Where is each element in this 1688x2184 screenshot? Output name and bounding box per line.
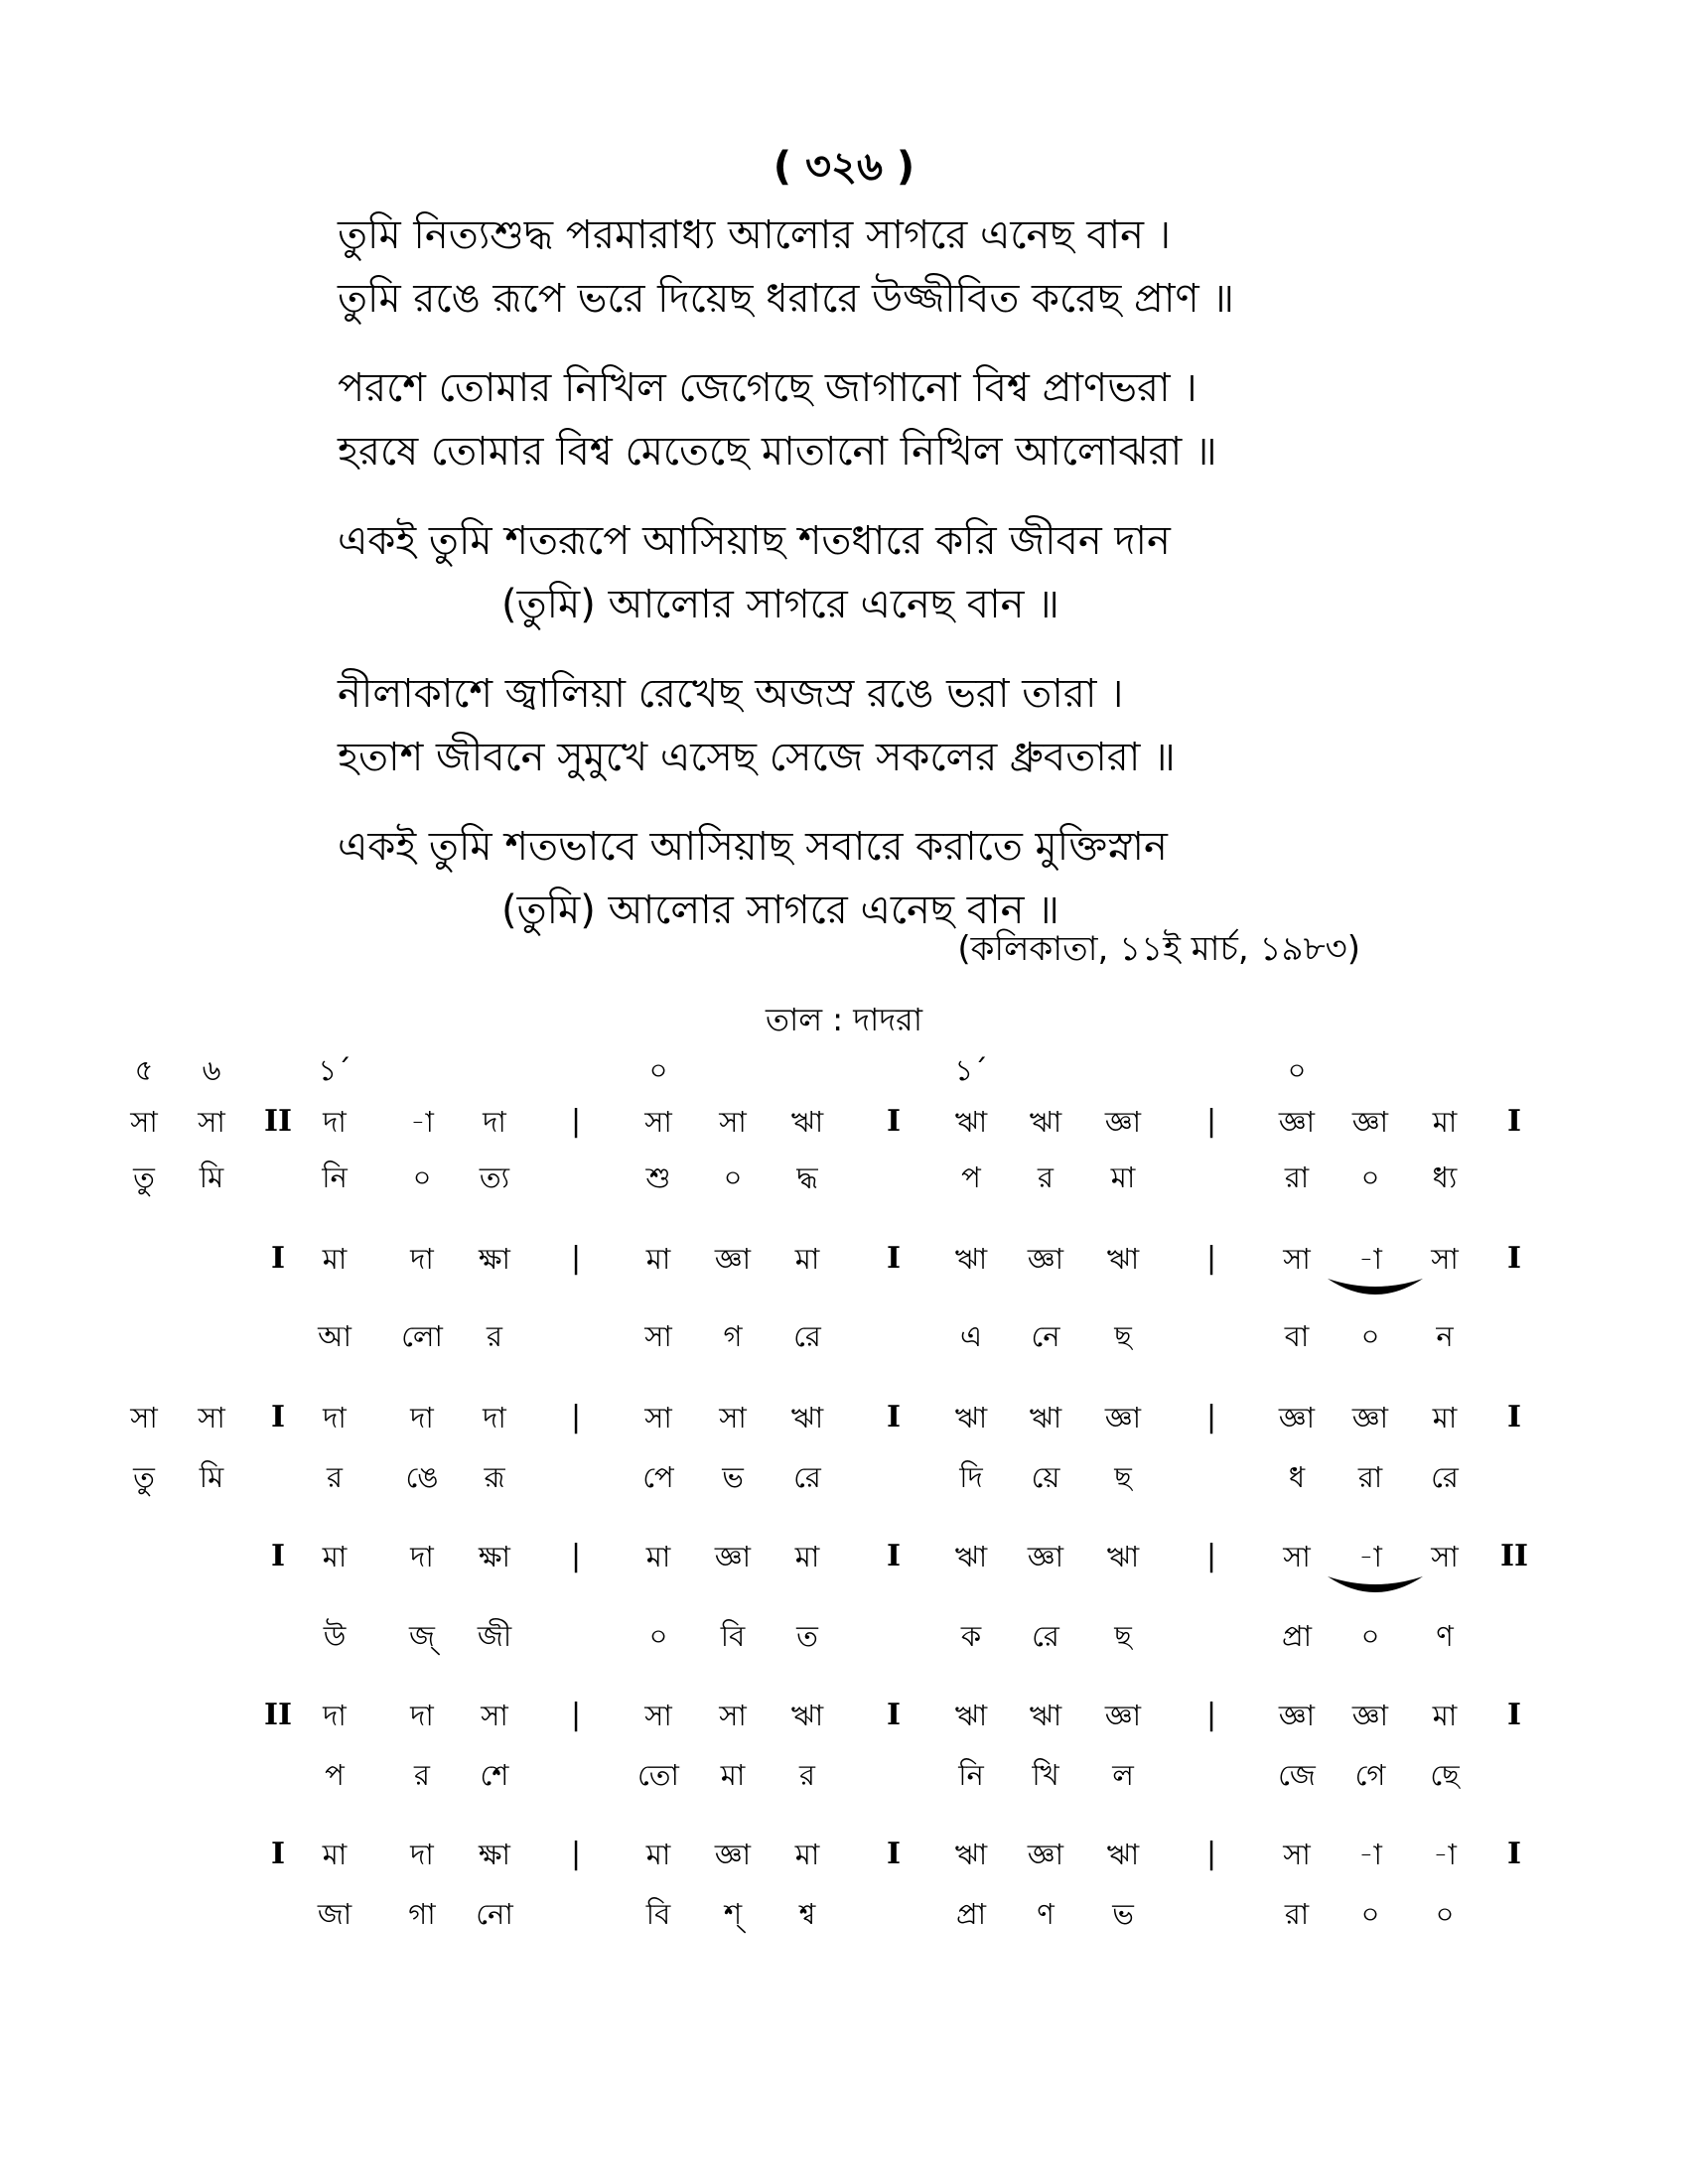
lyric-line: (তুমি) আলোর সাগরে এনেছ বান ॥ — [501, 582, 1059, 627]
lyric-syllable: র — [487, 1319, 502, 1353]
lyric-syllable: গে — [1354, 1758, 1386, 1792]
lyric-syllable: ০ — [1360, 1319, 1380, 1353]
bar-separator-end: I — [1506, 1400, 1522, 1434]
stanza — [338, 204, 1430, 331]
swara-note: সা — [644, 1401, 672, 1434]
swara-note: জ্ঞা — [714, 1242, 752, 1276]
swara-note: মা — [1432, 1401, 1458, 1434]
lyric-syllable: জ্ — [409, 1619, 435, 1653]
bar-separator: | — [570, 1104, 582, 1139]
stanza — [338, 509, 1430, 636]
bar-separator: | — [570, 1698, 582, 1732]
swara-note: মা — [322, 1540, 348, 1573]
lyric-syllable: পে — [642, 1460, 674, 1494]
swara-note: ঋা — [954, 1838, 988, 1871]
swara-note: সা — [1283, 1540, 1311, 1573]
swara-note: জ্ঞা — [1278, 1401, 1316, 1434]
lyric-line: তুমি রঙে রূপে ভরে দিয়েছ ধরারে উজ্জীবিত করেছ প্রাণ ॥ — [338, 276, 1235, 322]
swara-note: জ্ঞা — [1027, 1540, 1064, 1573]
swara-note: -া — [1358, 1838, 1382, 1871]
lyric-syllable: লো — [401, 1319, 443, 1353]
bar-separator: I — [886, 1241, 902, 1276]
taal-mark: ১´ — [954, 1053, 988, 1087]
lyric-line: (তুমি) আলোর সাগরে এনেছ বান ॥ — [501, 887, 1059, 933]
lyric-syllable: ছ — [1114, 1619, 1132, 1653]
swara-note: ঋা — [954, 1242, 988, 1276]
lyric-line: একই তুমি শতরূপে আসিয়াছ শতধারে করি জীবন দান — [338, 518, 1171, 564]
lyric-syllable: খি — [1032, 1758, 1059, 1792]
lyric-syllable: জা — [317, 1897, 352, 1931]
lyric-syllable: মি — [199, 1160, 224, 1194]
swara-note: ক্ষা — [479, 1540, 510, 1573]
lyric-syllable: ০ — [648, 1619, 668, 1653]
bar-separator-start: I — [270, 1241, 286, 1276]
lyric-syllable: য়ে — [1031, 1460, 1060, 1494]
swara-note: সা — [719, 1401, 747, 1434]
swara-note: সা — [481, 1699, 508, 1732]
lyric-syllable: র — [327, 1460, 343, 1494]
swara-note: সা — [1431, 1540, 1459, 1573]
swara-note: ঋা — [790, 1699, 824, 1732]
lyric-syllable: সা — [644, 1319, 672, 1353]
swara-note: দা — [410, 1699, 434, 1732]
lyric-syllable: ণ — [1436, 1619, 1454, 1653]
swara-note: ঋা — [1106, 1838, 1140, 1871]
lyric-syllable: শ্ — [723, 1897, 743, 1931]
bar-separator: | — [570, 1400, 582, 1434]
swara-note: দা — [483, 1401, 506, 1434]
bar-separator-start: II — [263, 1698, 293, 1732]
meend-slur-mark — [1326, 1277, 1425, 1302]
lyric-syllable: ছ — [1114, 1460, 1132, 1494]
bar-separator: I — [886, 1539, 902, 1573]
taal-mark: ৫ — [134, 1053, 154, 1087]
swara-note: -া — [1358, 1242, 1382, 1276]
lyric-line: হতাশ জীবনে সুমুখে এসেছ সেজে সকলের ধ্রুবতারা ॥ — [338, 735, 1176, 780]
swara-note: জ্ঞা — [1104, 1105, 1142, 1139]
bar-separator-start: I — [270, 1539, 286, 1573]
swara-note: মা — [645, 1540, 671, 1573]
lyric-syllable: ত — [796, 1619, 818, 1653]
lyric-syllable: গ — [723, 1319, 743, 1353]
swara-note: ঋা — [954, 1401, 988, 1434]
swara-note: -া — [1358, 1540, 1382, 1573]
swara-note: সা — [130, 1401, 158, 1434]
lyric-syllable: রে — [1431, 1460, 1459, 1494]
bar-separator: | — [570, 1241, 582, 1276]
lyric-syllable: রে — [793, 1460, 821, 1494]
lyric-syllable: প্রা — [955, 1897, 987, 1931]
lyric-syllable: নে — [1031, 1319, 1060, 1353]
swara-note: ঋা — [790, 1401, 824, 1434]
bar-separator-start: I — [270, 1400, 286, 1434]
bar-separator-end: I — [1506, 1104, 1522, 1139]
lyric-syllable: ০ — [723, 1160, 743, 1194]
lyric-syllable: ঙে — [405, 1460, 439, 1494]
swara-note: জ্ঞা — [1027, 1242, 1064, 1276]
lyric-syllable: মি — [199, 1460, 224, 1494]
lyric-syllable: ০ — [1360, 1619, 1380, 1653]
lyric-syllable: নো — [476, 1897, 513, 1931]
bar-separator: | — [1205, 1837, 1217, 1871]
swara-note: দা — [410, 1401, 434, 1434]
lyric-syllable: ভ — [722, 1460, 744, 1494]
swara-note: দা — [483, 1105, 506, 1139]
lyric-syllable: বি — [645, 1897, 671, 1931]
lyric-syllable: তো — [637, 1758, 679, 1792]
swara-note: ক্ষা — [479, 1838, 510, 1871]
bar-separator-end: II — [1499, 1539, 1529, 1573]
lyric-syllable: নি — [322, 1160, 348, 1194]
swara-note: দা — [410, 1540, 434, 1573]
lyric-syllable: ক — [960, 1619, 982, 1653]
swara-note: সা — [644, 1699, 672, 1732]
lyric-syllable: আ — [318, 1319, 352, 1353]
swara-note: ঋা — [790, 1105, 824, 1139]
swara-note: জ্ঞা — [1351, 1699, 1389, 1732]
taal-mark: ০ — [1287, 1053, 1307, 1087]
bar-separator-end: I — [1506, 1698, 1522, 1732]
swara-note: ঋা — [954, 1540, 988, 1573]
page-number: ( ৩২৬ ) — [773, 144, 915, 190]
bar-separator: | — [1205, 1400, 1217, 1434]
swara-note: ক্ষা — [479, 1242, 510, 1276]
taal-label: তাল : দাদরা — [765, 1001, 923, 1038]
lyric-syllable: র — [414, 1758, 430, 1792]
swara-note: মা — [794, 1838, 820, 1871]
swara-note: জ্ঞা — [1351, 1401, 1389, 1434]
lyric-syllable: ন — [1436, 1319, 1454, 1353]
lyric-syllable: ০ — [1360, 1160, 1380, 1194]
swara-note: ঋা — [1106, 1540, 1140, 1573]
lyric-syllable: প — [325, 1758, 345, 1792]
swara-note: দা — [410, 1242, 434, 1276]
taal-mark: ০ — [648, 1053, 668, 1087]
lyric-syllable: জী — [477, 1619, 512, 1653]
lyric-syllable: প — [961, 1160, 981, 1194]
lyric-syllable: রা — [1357, 1460, 1383, 1494]
lyric-syllable: রে — [793, 1319, 821, 1353]
swara-note: দা — [410, 1838, 434, 1871]
lyric-line: তুমি নিত্যশুদ্ধ পরমারাধ্য আলোর সাগরে এনেছ বান । — [338, 212, 1172, 258]
swara-note: মা — [645, 1838, 671, 1871]
bar-separator: | — [570, 1539, 582, 1573]
lyric-syllable: গা — [408, 1897, 436, 1931]
song-lyrics — [338, 204, 1430, 968]
meend-slur-mark — [1326, 1574, 1425, 1600]
swara-note: সা — [719, 1699, 747, 1732]
bar-separator: I — [886, 1400, 902, 1434]
lyric-line: পরশে তোমার নিখিল জেগেছে জাগানো বিশ্ব প্রাণভরা । — [338, 365, 1197, 411]
lyric-syllable: রা — [1284, 1897, 1310, 1931]
lyric-syllable: রূ — [484, 1460, 505, 1494]
lyric-syllable: ত্য — [479, 1160, 510, 1194]
swara-note: সা — [1283, 1838, 1311, 1871]
lyric-syllable: প্রা — [1281, 1619, 1313, 1653]
swara-note: ঋা — [1029, 1401, 1062, 1434]
bar-separator: | — [1205, 1241, 1217, 1276]
lyric-syllable: মা — [720, 1758, 746, 1792]
swara-note: -া — [1433, 1838, 1457, 1871]
lyric-syllable: জে — [1278, 1758, 1316, 1792]
lyric-syllable: এ — [959, 1319, 983, 1353]
swara-note: জ্ঞা — [714, 1838, 752, 1871]
swara-note: মা — [1432, 1105, 1458, 1139]
lyric-line: হরষে তোমার বিশ্ব মেতেছে মাতানো নিখিল আলোঝরা ॥ — [338, 429, 1217, 475]
swara-note: মা — [1432, 1699, 1458, 1732]
swara-note: ঋা — [1029, 1699, 1062, 1732]
swara-note: জ্ঞা — [1104, 1699, 1142, 1732]
swara-note: সা — [1283, 1242, 1311, 1276]
swara-note: ঋা — [954, 1105, 988, 1139]
lyric-syllable: রা — [1284, 1160, 1310, 1194]
lyric-syllable: উ — [323, 1619, 347, 1653]
taal-mark: ৬ — [202, 1053, 221, 1087]
swara-note: সা — [719, 1105, 747, 1139]
lyric-syllable: দি — [959, 1460, 983, 1494]
lyric-syllable: ০ — [1360, 1897, 1380, 1931]
bar-separator: | — [570, 1837, 582, 1871]
lyric-syllable: মা — [1110, 1160, 1136, 1194]
bar-separator: | — [1205, 1104, 1217, 1139]
place-date: (কলিকাতা, ১১ই মার্চ, ১৯৮৩) — [957, 929, 1360, 969]
lyric-syllable: বা — [1284, 1319, 1310, 1353]
swara-note: ঋা — [1029, 1105, 1062, 1139]
swara-note: মা — [794, 1540, 820, 1573]
swara-note: -া — [410, 1105, 434, 1139]
swara-note: জ্ঞা — [1027, 1838, 1064, 1871]
lyric-syllable: দ্ধ — [796, 1160, 818, 1194]
swara-note: সা — [198, 1105, 225, 1139]
lyric-syllable: তু — [133, 1160, 155, 1194]
swara-note: সা — [198, 1401, 225, 1434]
taal-mark: ১´ — [318, 1053, 352, 1087]
bar-separator-start: II — [263, 1104, 293, 1139]
swara-note: ঋা — [954, 1699, 988, 1732]
lyric-syllable: শু — [645, 1160, 671, 1194]
bar-separator-end: I — [1506, 1241, 1522, 1276]
lyric-line: নীলাকাশে জ্বালিয়া রেখেছ অজস্র রঙে ভরা তারা । — [338, 671, 1124, 717]
swara-note: জ্ঞা — [714, 1540, 752, 1573]
swara-note: ঋা — [1106, 1242, 1140, 1276]
lyric-syllable: র — [799, 1758, 815, 1792]
lyric-syllable: শে — [480, 1758, 509, 1792]
lyric-syllable: ধ — [1288, 1460, 1306, 1494]
swara-note: দা — [323, 1401, 347, 1434]
swara-note: সা — [644, 1105, 672, 1139]
lyric-syllable: ০ — [412, 1160, 432, 1194]
lyric-syllable: ছে — [1430, 1758, 1460, 1792]
lyric-syllable: ০ — [1435, 1897, 1455, 1931]
swara-note: দা — [323, 1105, 347, 1139]
swara-note: জ্ঞা — [1104, 1401, 1142, 1434]
bar-separator: I — [886, 1837, 902, 1871]
lyric-syllable: ভ — [1112, 1897, 1134, 1931]
lyric-syllable: ল — [1112, 1758, 1134, 1792]
lyric-syllable: তু — [133, 1460, 155, 1494]
bar-separator-start: I — [270, 1837, 286, 1871]
lyric-syllable: ধ্য — [1432, 1160, 1458, 1194]
lyric-syllable: নি — [958, 1758, 984, 1792]
stanza — [338, 662, 1430, 789]
swara-note: সা — [1431, 1242, 1459, 1276]
bar-separator: I — [886, 1104, 902, 1139]
lyric-syllable: ণ — [1037, 1897, 1055, 1931]
swara-note: জ্ঞা — [1278, 1105, 1316, 1139]
lyric-syllable: রে — [1032, 1619, 1059, 1653]
bar-separator-end: I — [1506, 1837, 1522, 1871]
bar-separator: I — [886, 1698, 902, 1732]
swara-note: জ্ঞা — [1278, 1699, 1316, 1732]
stanza — [338, 356, 1430, 483]
swara-note: মা — [645, 1242, 671, 1276]
swara-note: মা — [794, 1242, 820, 1276]
swara-note: দা — [323, 1699, 347, 1732]
swara-note: মা — [322, 1838, 348, 1871]
swara-note: মা — [322, 1242, 348, 1276]
swara-note: সা — [130, 1105, 158, 1139]
bar-separator: | — [1205, 1539, 1217, 1573]
swaralipi-notation — [0, 1052, 1688, 2045]
lyric-syllable: র — [1038, 1160, 1054, 1194]
lyric-line: একই তুমি শতভাবে আসিয়াছ সবারে করাতে মুক্তিস্নান — [338, 824, 1168, 870]
lyric-syllable: বি — [720, 1619, 746, 1653]
swara-note: জ্ঞা — [1351, 1105, 1389, 1139]
bar-separator: | — [1205, 1698, 1217, 1732]
lyric-syllable: ছ — [1114, 1319, 1132, 1353]
lyric-syllable: শ্ব — [798, 1897, 816, 1931]
